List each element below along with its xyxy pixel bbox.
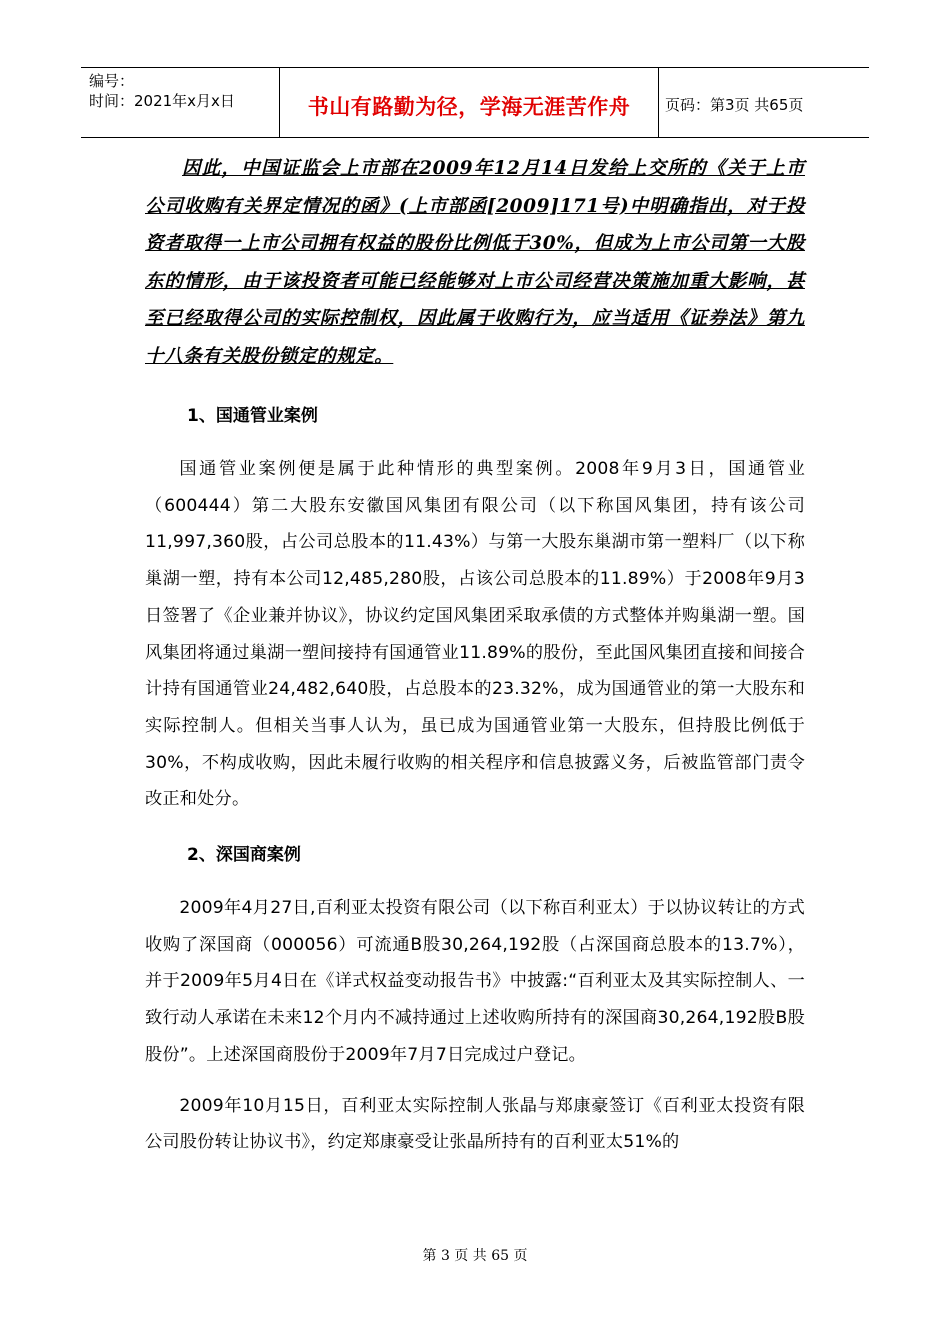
document-body: [145, 150, 805, 1161]
section2-paragraph-2: 2009年10月15日，百利亚太实际控制人张晶与郑康豪签订《百利亚太投资有限公司股份转让协议书》，约定郑康豪受让张晶所持有的百利亚太51%的: [145, 1095, 805, 1153]
header-page-cell: [659, 68, 869, 137]
header-table: [81, 67, 869, 138]
header-motto-cell: [280, 68, 659, 137]
page-number-label: 页码：第3页 共65页: [665, 96, 804, 114]
document-code-label: 编号：: [89, 72, 135, 90]
section-heading-1: 1、国通管业案例: [187, 406, 318, 426]
page-footer: 第 3 页 共 65 页: [422, 1248, 528, 1264]
section-heading-2: 2、深国商案例: [187, 845, 301, 866]
emphasized-paragraph: 因此，中国证监会上市部在2009年12月14日发给上交所的《关于上市公司收购有关界定情况的函》(上市部函[2009]171号)中明确指出，对于投资者取得一上市公司拥有权益的股份比例低于30%，但成为上市公司第一大股东的情形，由于该投资者可能已经能够对上市公司经营决策施加重大影响，甚至已经取得公司的实际控制权，因此属于收购行为，应当适用《证券法》第九十八条有关股份锁定的规定。: [145, 158, 805, 367]
section2-paragraph-1: 2009年4月27日,百利亚太投资有限公司（以下称百利亚太）于以协议转让的方式收购了深国商（000056）可流通B股30,264,192股（占深国商总股本的13.7%），并于2009年5月4日在《详式权益变动报告书》中披露:“百利亚太及其实际控制人、一致行动人承诺在未来12个月内不减持通过上述收购所持有的深国商30,264,192股B股股份”。上述深国商股份于2009年7月7日完成过户登记。: [145, 898, 805, 1065]
document-date-label: 时间：2021年x月x日: [89, 92, 235, 110]
section1-paragraph: 国通管业案例便是属于此种情形的典型案例。2008年9月3日，国通管业（600444）第二大股东安徽国风集团有限公司（以下称国风集团，持有该公司11,997,360股，占公司总股本的11.43%）与第一大股东巢湖市第一塑料厂（以下称巢湖一塑，持有本公司12,485,280股，占该公司总股本的11.89%）于2008年9月3日签署了《企业兼并协议》，协议约定国风集团采取承债的方式整体并购巢湖一塑。国风集团将通过巢湖一塑间接持有国通管业11.89%的股份，至此国风集团直接和间接合计持有国通管业24,482,640股，占总股本的23.32%，成为国通管业的第一大股东和实际控制人。但相关当事人认为，虽已成为国通管业第一大股东，但持股比例低于30%，不构成收购，因此未履行收购的相关程序和信息披露义务，后被监管部门责令改正和处分。: [145, 459, 805, 810]
header-info-cell: [81, 68, 280, 137]
motto-text: 书山有路勤为径，学海无涯苦作舟: [307, 95, 631, 119]
